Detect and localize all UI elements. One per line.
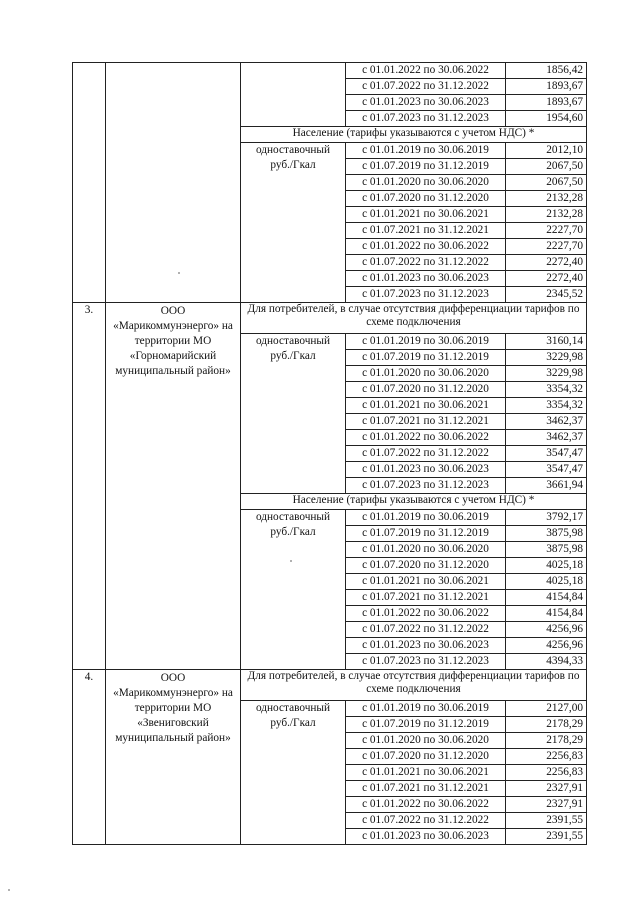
period-cell: с 01.07.2020 по 31.12.2020 [346, 749, 506, 765]
group-header: Для потребителей, в случае отсутствия дифференциации тарифов по схеме подключения [241, 303, 587, 334]
tariff-value-cell: 3354,32 [506, 398, 587, 414]
period-cell: с 01.01.2019 по 30.06.2019 [346, 334, 506, 350]
scan-speck [8, 889, 10, 891]
tariff-value-cell: 2132,28 [506, 207, 587, 223]
tariff-value-cell: 4154,84 [506, 590, 587, 606]
tariff-value-cell: 2227,70 [506, 239, 587, 255]
period-cell: с 01.01.2023 по 30.06.2023 [346, 462, 506, 478]
scan-speck [290, 560, 292, 562]
tariff-type-cell: одноставочный руб./Гкал [241, 701, 346, 845]
tariff-table-body [73, 63, 587, 845]
tariff-value-cell: 2272,40 [506, 271, 587, 287]
organization-cell: ООО «Марикоммунэнерго» на территории МО «Звениговский муниципальный район» [106, 670, 241, 845]
tariff-value-cell: 2345,52 [506, 287, 587, 303]
period-cell: с 01.07.2022 по 31.12.2022 [346, 446, 506, 462]
period-cell: с 01.07.2022 по 31.12.2022 [346, 622, 506, 638]
tariff-value-cell: 3875,98 [506, 526, 587, 542]
table-row [73, 63, 587, 79]
period-cell: с 01.07.2022 по 31.12.2022 [346, 813, 506, 829]
period-cell: с 01.01.2022 по 30.06.2022 [346, 63, 506, 79]
period-cell: с 01.01.2022 по 30.06.2022 [346, 430, 506, 446]
period-cell: с 01.01.2021 по 30.06.2021 [346, 398, 506, 414]
tariff-value-cell: 4394,33 [506, 654, 587, 670]
tariff-value-cell: 4256,96 [506, 622, 587, 638]
period-cell: с 01.07.2022 по 31.12.2022 [346, 255, 506, 271]
tariff-value-cell: 2178,29 [506, 717, 587, 733]
group-header-row [73, 303, 587, 334]
period-cell: с 01.01.2021 по 30.06.2021 [346, 765, 506, 781]
tariff-value-cell: 3160,14 [506, 334, 587, 350]
organization-cell [106, 63, 241, 303]
organization-cell: ООО «Марикоммунэнерго» на территории МО «Горномарийский муниципальный район» [106, 303, 241, 670]
tariff-value-cell: 2391,55 [506, 813, 587, 829]
tariff-value-cell: 1856,42 [506, 63, 587, 79]
period-cell: с 01.01.2019 по 30.06.2019 [346, 143, 506, 159]
tariff-type-cell: одноставочный руб./Гкал [241, 510, 346, 670]
row-number-cell: 4. [73, 670, 106, 845]
period-cell: с 01.07.2023 по 31.12.2023 [346, 287, 506, 303]
tariff-value-cell: 3547,47 [506, 446, 587, 462]
period-cell: с 01.01.2020 по 30.06.2020 [346, 542, 506, 558]
group-header: Население (тарифы указываются с учетом НДС) * [241, 494, 587, 510]
period-cell: с 01.07.2021 по 31.12.2021 [346, 414, 506, 430]
tariff-value-cell: 3547,47 [506, 462, 587, 478]
period-cell: с 01.01.2020 по 30.06.2020 [346, 175, 506, 191]
tariff-value-cell: 1893,67 [506, 95, 587, 111]
tariff-value-cell: 2391,55 [506, 829, 587, 845]
period-cell: с 01.07.2023 по 31.12.2023 [346, 478, 506, 494]
row-number-cell [73, 63, 106, 303]
period-cell: с 01.01.2019 по 30.06.2019 [346, 510, 506, 526]
tariff-value-cell: 3462,37 [506, 430, 587, 446]
period-cell: с 01.01.2023 по 30.06.2023 [346, 638, 506, 654]
tariff-value-cell: 2327,91 [506, 781, 587, 797]
period-cell: с 01.07.2021 по 31.12.2021 [346, 781, 506, 797]
tariff-value-cell: 2132,28 [506, 191, 587, 207]
tariff-value-cell: 2272,40 [506, 255, 587, 271]
tariff-type-cell: одноставочный руб./Гкал [241, 143, 346, 303]
period-cell: с 01.01.2019 по 30.06.2019 [346, 701, 506, 717]
tariff-value-cell: 2067,50 [506, 159, 587, 175]
period-cell: с 01.07.2021 по 31.12.2021 [346, 590, 506, 606]
tariff-value-cell: 2227,70 [506, 223, 587, 239]
period-cell: с 01.01.2023 по 30.06.2023 [346, 271, 506, 287]
period-cell: с 01.01.2021 по 30.06.2021 [346, 574, 506, 590]
tariff-value-cell: 4025,18 [506, 574, 587, 590]
period-cell: с 01.01.2022 по 30.06.2022 [346, 239, 506, 255]
tariff-value-cell: 4256,96 [506, 638, 587, 654]
row-number-cell: 3. [73, 303, 106, 670]
group-header: Для потребителей, в случае отсутствия дифференциации тарифов по схеме подключения [241, 670, 587, 701]
period-cell: с 01.07.2023 по 31.12.2023 [346, 111, 506, 127]
group-header-row [73, 670, 587, 701]
tariff-value-cell: 4154,84 [506, 606, 587, 622]
period-cell: с 01.07.2020 по 31.12.2020 [346, 558, 506, 574]
tariff-value-cell: 2127,00 [506, 701, 587, 717]
period-cell: с 01.07.2022 по 31.12.2022 [346, 79, 506, 95]
tariff-value-cell: 3229,98 [506, 366, 587, 382]
period-cell: с 01.07.2021 по 31.12.2021 [346, 223, 506, 239]
tariff-value-cell: 3792,17 [506, 510, 587, 526]
tariff-value-cell: 3462,37 [506, 414, 587, 430]
period-cell: с 01.01.2022 по 30.06.2022 [346, 606, 506, 622]
period-cell: с 01.01.2021 по 30.06.2021 [346, 207, 506, 223]
period-cell: с 01.07.2020 по 31.12.2020 [346, 191, 506, 207]
tariff-value-cell: 2327,91 [506, 797, 587, 813]
period-cell: с 01.01.2022 по 30.06.2022 [346, 797, 506, 813]
period-cell: с 01.07.2019 по 31.12.2019 [346, 717, 506, 733]
period-cell: с 01.07.2019 по 31.12.2019 [346, 159, 506, 175]
period-cell: с 01.01.2020 по 30.06.2020 [346, 366, 506, 382]
tariff-value-cell: 3875,98 [506, 542, 587, 558]
tariff-type-cell [241, 63, 346, 127]
tariff-value-cell: 2178,29 [506, 733, 587, 749]
period-cell: с 01.01.2023 по 30.06.2023 [346, 829, 506, 845]
tariff-value-cell: 2256,83 [506, 765, 587, 781]
tariff-value-cell: 3354,32 [506, 382, 587, 398]
period-cell: с 01.07.2019 по 31.12.2019 [346, 350, 506, 366]
tariff-table [72, 62, 587, 845]
scan-speck [178, 272, 180, 274]
period-cell: с 01.01.2023 по 30.06.2023 [346, 95, 506, 111]
period-cell: с 01.07.2019 по 31.12.2019 [346, 526, 506, 542]
period-cell: с 01.01.2020 по 30.06.2020 [346, 733, 506, 749]
tariff-type-cell: одноставочный руб./Гкал [241, 334, 346, 494]
tariff-value-cell: 2067,50 [506, 175, 587, 191]
tariff-value-cell: 3229,98 [506, 350, 587, 366]
tariff-value-cell: 3661,94 [506, 478, 587, 494]
period-cell: с 01.07.2023 по 31.12.2023 [346, 654, 506, 670]
tariff-value-cell: 1893,67 [506, 79, 587, 95]
tariff-value-cell: 2012,10 [506, 143, 587, 159]
tariff-value-cell: 4025,18 [506, 558, 587, 574]
period-cell: с 01.07.2020 по 31.12.2020 [346, 382, 506, 398]
tariff-value-cell: 2256,83 [506, 749, 587, 765]
group-header: Население (тарифы указываются с учетом НДС) * [241, 127, 587, 143]
tariff-value-cell: 1954,60 [506, 111, 587, 127]
